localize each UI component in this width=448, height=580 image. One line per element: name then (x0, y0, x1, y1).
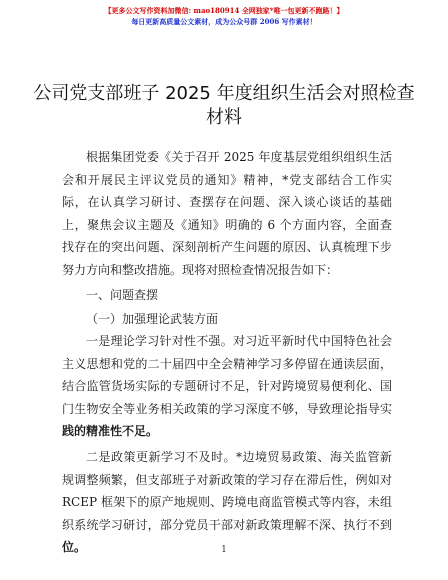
paragraph-line: 际，在认真学习研讨、查摆存在问题、深入谈心谈话的基础 (62, 195, 392, 210)
section-heading: 一、问题查摆 (86, 288, 159, 302)
paragraph-line: 二是政策更新学习不及时。*边境贸易政策、海关监管新 (86, 450, 392, 464)
paragraph-line: 主义思想和党的二十届四中全会精神学习多停留在通读层面， (62, 356, 392, 371)
paragraph-line: 上，聚焦会议主题及《通知》明确的 6 个方面内容，全面查 (62, 217, 392, 232)
paragraph-line: RCEP 框架下的原产地规则、跨境电商监管模式等内容，未组 (62, 495, 392, 510)
document-title-line2: 材料 (206, 107, 242, 128)
document-title-line1: 公司党支部班子 2025 年度组织生活会对照检查 (33, 83, 415, 104)
paragraph-line: 践的精准性不足。 (62, 424, 159, 439)
promo-banner-line1: 【更多公文写作资料加微信: mao180914 全网独家*唯一包更新不跑路！】 (104, 6, 344, 15)
paragraph-line: 找存在的突出问题、深刻剖析产生问题的原因、认真梳理下步 (62, 240, 392, 255)
intro-paragraph (62, 146, 392, 282)
promo-banner-line2: 每日更新高质量公文素材，成为公众号群 2006 写作素材！ (131, 17, 317, 26)
theory-study-paragraph (62, 330, 392, 443)
paragraph-line: 结合监管货场实际的专题研讨不足，针对跨境贸易便利化、国 (62, 379, 392, 394)
paragraph-line: 织系统学习研讨，部分党员干部对新政策理解不深、执行不到 (62, 517, 392, 532)
policy-update-paragraph (62, 446, 392, 559)
paragraph-line: 会和开展民主评议党员的通知》精神，*党支部结合工作实 (62, 172, 392, 187)
paragraph-line: 一是理论学习针对性不强。对习近平新时代中国特色社会 (86, 334, 392, 348)
subsection-heading: （一）加强理论武装方面 (86, 312, 219, 326)
paragraph-line: 努力方向和整改措施。现将对照检查情况报告如下： (62, 262, 339, 277)
paragraph-line: 规调整频繁，但支部班子对新政策的学习存在滞后性，例如对 (62, 472, 392, 487)
paragraph-line: 门生物安全等业务相关政策的学习深度不够，导致理论指导实 (62, 401, 392, 416)
paragraph-line: 位。 (62, 540, 87, 555)
page-number: 1 (221, 545, 227, 555)
paragraph-line: 根据集团党委《关于召开 2025 年度基层党组织组织生活 (86, 150, 392, 164)
